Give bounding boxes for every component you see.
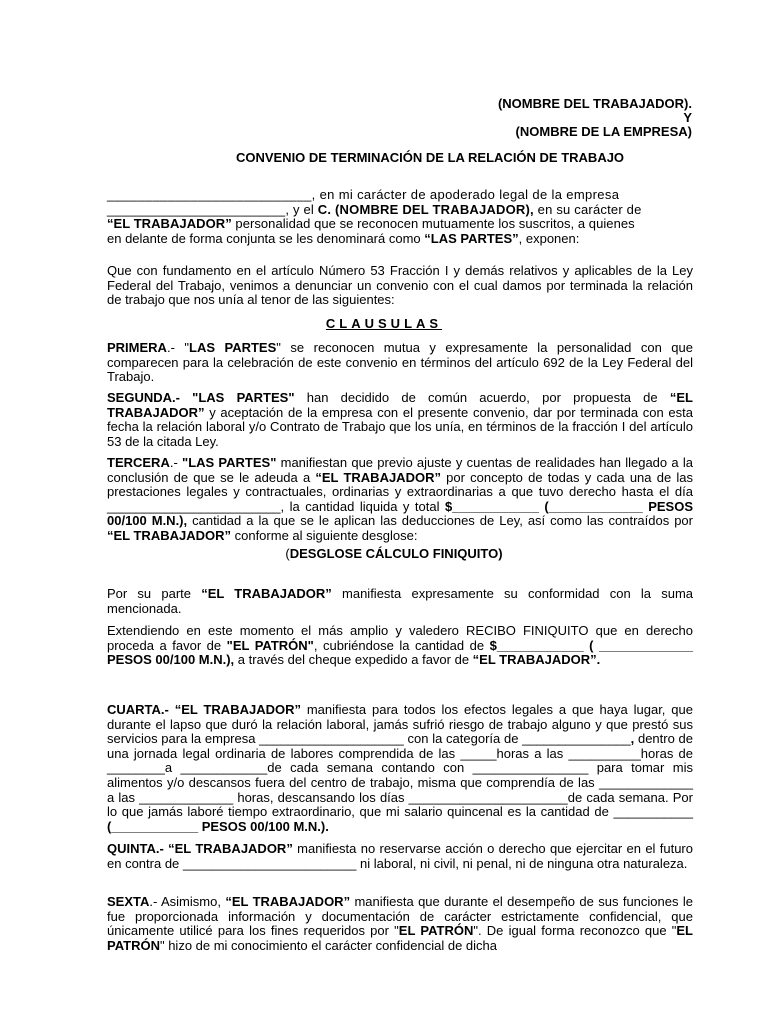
intro-line-3: “EL TRABAJADOR” personalidad que se reconocen mutuamente los suscritos, a quienes	[107, 216, 635, 232]
header-company-name: (NOMBRE DE LA EMPRESA)	[515, 124, 692, 139]
recibo-paragraph: Extendiendo en este momento el más amplio y valedero RECIBO FINIQUITO que en derecho proceda a favor de "EL PATRÓN", cubriéndose la cantidad de $____________ ( _____________ PESOS 00/100 M.N.), a través del cheque expedido a favor de “EL TRABAJADOR”.	[107, 623, 693, 668]
desglose-heading: (DESGLOSE CÁLCULO FINIQUITO)	[285, 546, 503, 561]
document-title: CONVENIO DE TERMINACIÓN DE LA RELACIÓN DE TRABAJO	[235, 150, 625, 165]
clause-segunda: SEGUNDA.- "LAS PARTES" han decidido de común acuerdo, por propuesta de “EL TRABAJADOR” y aceptación de la empresa con el presente convenio, dar por terminada con esta fecha la relación laboral y/o Contrato de Trabajo que los unía, en términos de la fracción I del artículo 53 de la citada Ley.	[107, 390, 694, 449]
intro-line-2: ________________________, y el C. (NOMBRE DEL TRABAJADOR), en su carácter de	[107, 201, 642, 217]
clause-quinta: QUINTA.- “EL TRABAJADOR” manifiesta no reservarse acción o derecho que ejercitar en el futuro en contra de ________________________ ni laboral, ni civil, ni penal, ni de ninguna otra naturaleza.	[107, 841, 693, 871]
header-worker-name: (NOMBRE DEL TRABAJADOR).	[497, 96, 692, 111]
intro-line-1: ___________________________, en mi carácter de apoderado legal de la empresa	[107, 187, 620, 202]
clause-sexta: SEXTA.- Asimismo, “EL TRABAJADOR” manifiesta que durante el desempeño de sus funciones le fue proporcionada información y documentación de carácter estrictamente confidencial, que únicamente utilicé para los fines requeridos por "EL PATRÓN". De igual forma reconozco que "EL PATRÓN" hizo de mi conocimiento el carácter confidencial de dicha	[107, 894, 694, 953]
clausulas-heading: CLAUSULAS	[325, 316, 443, 331]
header-block	[498, 97, 692, 139]
clause-primera: PRIMERA.- "LAS PARTES" se reconocen mutua y expresamente la personalidad con que comparecen para la celebración de este convenio en términos del artículo 692 de la Ley Federal del Trabajo.	[107, 340, 693, 385]
header-conjunction: Y	[683, 110, 692, 125]
fundamento-paragraph: Que con fundamento en el artículo Número 53 Fracción I y demás relativos y aplicables de la Ley Federal del Trabajo, venimos a denunciar un convenio con el cual damos por terminada la relación de trabajo que nos unía al tenor de las siguientes:	[107, 263, 693, 308]
suma-paragraph: Por su parte “EL TRABAJADOR” manifiesta expresamente su conformidad con la suma mencionada.	[107, 586, 694, 616]
intro-line-4: en delante de forma conjunta se les denominará como “LAS PARTES”, exponen:	[107, 230, 580, 246]
clause-tercera: TERCERA.- "LAS PARTES" manifiestan que previo ajuste y cuentas de realidades han llegado a la conclusión de que se le adeuda a “EL TRABAJADOR” por concepto de todas y cada una de las prestaciones legales y contractuales, ordinarias y extraordinarias a que tuvo derecho hasta el día ________________________, la cantidad liquida y total $____________ (_____________ PESOS 00/100 M.N.), cantidad a la que se le aplican las deducciones de Ley, así como las contraídos por “EL TRABAJADOR” conforme al siguiente desglose:	[107, 455, 693, 543]
intro-paragraph	[107, 188, 693, 246]
clause-cuarta: CUARTA.- “EL TRABAJADOR” manifiesta para todos los efectos legales a que haya lugar, que durante el lapso que duró la relación laboral, jamás sufrió riesgo de trabajo alguno y que prestó sus servicios para la empresa ____________________ con la categoría de _______________, dentro de una jornada legal ordinaria de labores comprendida de las _____horas a las __________horas de ________a ____________de cada semana contando con ________________ para tomar mis alimentos y/o descansos fuera del centro de trabajo, misma que comprendía de las _____________ a las _____________ horas, descansando los días ______________________de cada semana. Por lo que jamás laboré tiempo extraordinario, que mi salario quincenal es la cantidad de ___________ (____________ PESOS 00/100 M.N.).	[107, 702, 694, 834]
